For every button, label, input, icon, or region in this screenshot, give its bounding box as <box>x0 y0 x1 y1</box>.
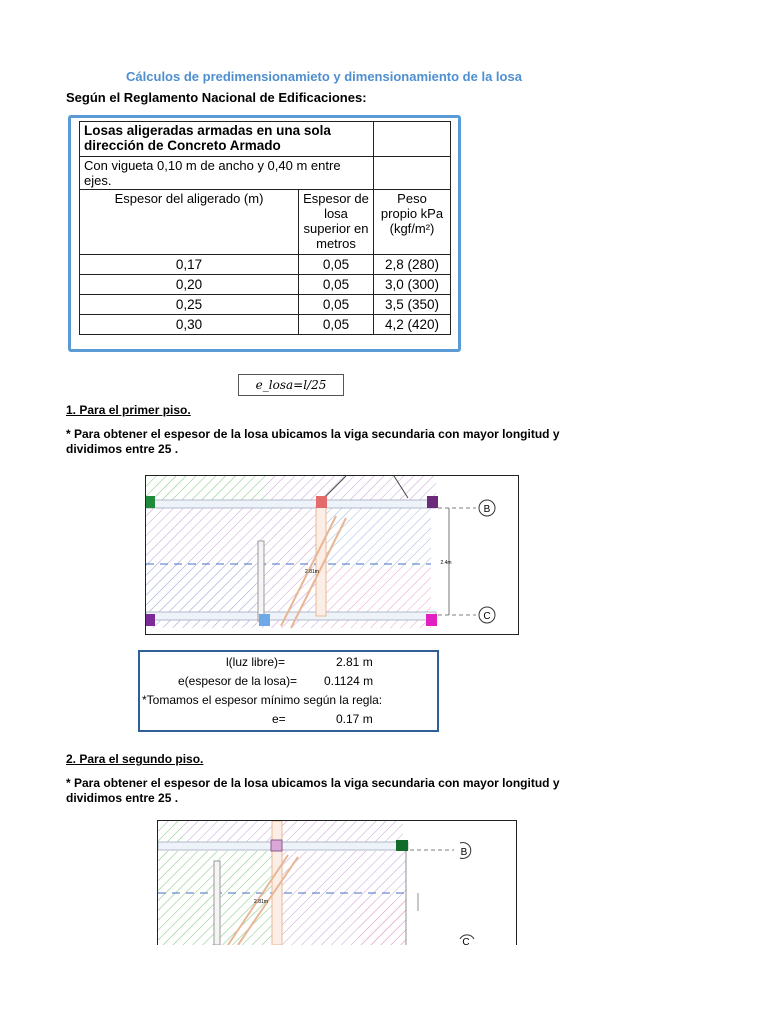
table-row <box>80 275 451 295</box>
table-cell: 2,8 (280) <box>374 255 451 275</box>
axis-label-b: B <box>460 847 468 858</box>
table-cell: 0,05 <box>299 315 374 335</box>
floor-plan-1-drawing <box>146 476 518 634</box>
floor-plan-1 <box>145 475 519 635</box>
section2-heading: 2. Para el segundo piso. <box>66 752 204 766</box>
section2-text: * Para obtener el espesor de la losa ubicamos la viga secundaria con mayor longitud y dividimos entre 25 . <box>66 776 560 805</box>
column-header: Peso propio kPa (kgf/m²) <box>374 190 451 255</box>
table-cell: 0,05 <box>299 255 374 275</box>
table-cell: 0,05 <box>299 275 374 295</box>
axis-label-c: C <box>483 611 491 622</box>
table-row <box>80 255 451 275</box>
table-cell: 0,30 <box>80 315 299 335</box>
table-row <box>80 295 451 315</box>
axis-label-c: C <box>462 937 470 945</box>
regulation-subtitle: Según el Reglamento Nacional de Edificaciones: <box>66 90 367 105</box>
rule-note: *Tomamos el espesor mínimo según la regla: <box>142 693 383 707</box>
table-cell: 0,17 <box>80 255 299 275</box>
luz-libre-value: 2.81 m <box>336 655 373 669</box>
span-dimension-label: 2.81m <box>305 569 319 575</box>
table-cell: 0,20 <box>80 275 299 295</box>
floor-plan-2 <box>157 820 517 945</box>
column-header: Espesor del aligerado (m) <box>80 190 299 255</box>
section1-heading: 1. Para el primer piso. <box>66 403 191 417</box>
table-cell: 3,0 (300) <box>374 275 451 295</box>
table-cell: 0,25 <box>80 295 299 315</box>
page-title: Cálculos de predimensionamieto y dimensionamiento de la losa <box>126 69 522 84</box>
table-header-empty <box>374 122 451 157</box>
span-dimension-label: 2.81m <box>254 899 268 905</box>
axis-label-b: B <box>483 504 491 515</box>
espesor-value: 0.1124 m <box>324 674 374 688</box>
formula-box: e_losa=l/25 <box>238 374 344 396</box>
table-header-main: Losas aligeradas armadas en una sola dirección de Concreto Armado <box>80 122 374 157</box>
final-espesor-value: 0.17 m <box>336 712 373 726</box>
regulation-table <box>79 121 451 335</box>
table-header-empty <box>374 157 451 190</box>
final-espesor-label: e= <box>272 712 286 726</box>
table-row <box>80 315 451 335</box>
table-cell: 3,5 (350) <box>374 295 451 315</box>
side-dimension-label: 2.4m <box>440 560 452 566</box>
floor-plan-2-drawing <box>158 821 516 945</box>
section1-text: * Para obtener el espesor de la losa ubicamos la viga secundaria con mayor longitud y dividimos entre 25 . <box>66 427 560 456</box>
table-cell: 4,2 (420) <box>374 315 451 335</box>
luz-libre-label: l(luz libre)= <box>226 655 286 669</box>
table-cell: 0,05 <box>299 295 374 315</box>
results-box-1 <box>138 650 439 732</box>
column-header: Espesor de losa superior en metros <box>299 190 374 255</box>
espesor-label: e(espesor de la losa)= <box>178 674 298 688</box>
table-header-sub: Con vigueta 0,10 m de ancho y 0,40 m entre ejes. <box>80 157 374 190</box>
